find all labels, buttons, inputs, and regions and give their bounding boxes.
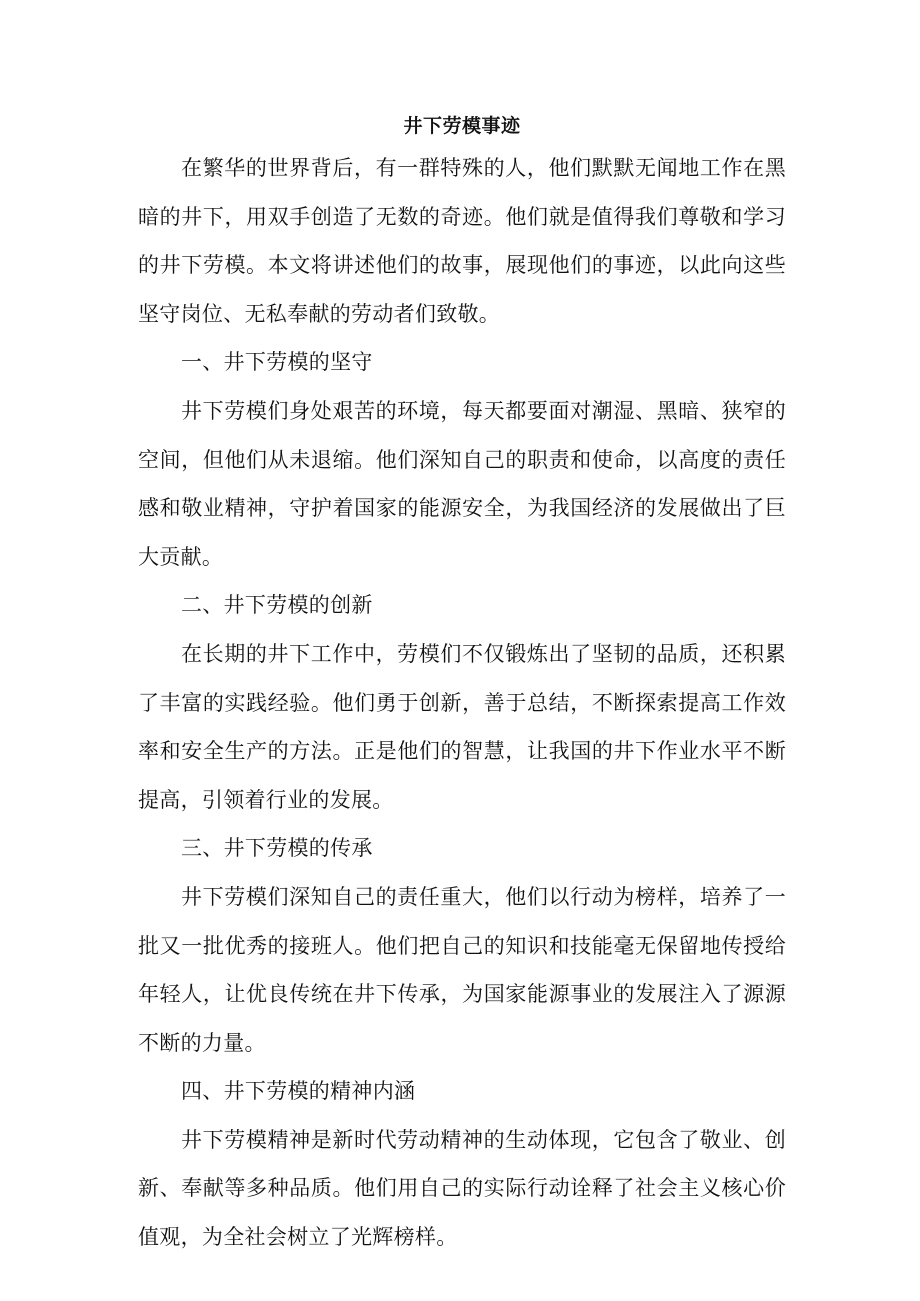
section-heading-4: 四、井下劳模的精神内涵 [181, 1079, 416, 1104]
section-body-2: 在长期的井下工作中，劳模们不仅锻炼出了坚韧的品质，还积累了丰富的实践经验。他们勇于创新，善于总结，不断探索提高工作效率和安全生产的方法。正是他们的智慧，让我国的井下作业水平不断提高，引领着行业的发展。 [138, 641, 786, 812]
section-body-3: 井下劳模们深知自己的责任重大，他们以行动为榜样，培养了一批又一批优秀的接班人。他们把自己的知识和技能毫无保留地传授给年轻人，让优良传统在井下传承，为国家能源事业的发展注入了源源不断的力量。 [138, 884, 786, 1055]
section-heading-1: 一、井下劳模的坚守 [181, 350, 373, 375]
document-page [138, 108, 786, 1262]
section-heading-3: 三、井下劳模的传承 [181, 836, 373, 861]
section-heading-2: 二、井下劳模的创新 [181, 593, 373, 618]
intro-paragraph: 在繁华的世界背后，有一群特殊的人，他们默默无闻地工作在黑暗的井下，用双手创造了无数的奇迹。他们就是值得我们尊敬和学习的井下劳模。本文将讲述他们的故事，展现他们的事迹，以此向这些坚守岗位、无私奉献的劳动者们致敬。 [138, 156, 786, 326]
document-title: 井下劳模事迹 [403, 115, 521, 137]
section-body-1: 井下劳模们身处艰苦的环境，每天都要面对潮湿、黑暗、狭窄的空间，但他们从未退缩。他们深知自己的职责和使命，以高度的责任感和敬业精神，守护着国家的能源安全，为我国经济的发展做出了巨大贡献。 [138, 398, 786, 569]
section-body-4: 井下劳模精神是新时代劳动精神的生动体现，它包含了敬业、创新、奉献等多种品质。他们用自己的实际行动诠释了社会主义核心价值观，为全社会树立了光辉榜样。 [138, 1127, 786, 1250]
